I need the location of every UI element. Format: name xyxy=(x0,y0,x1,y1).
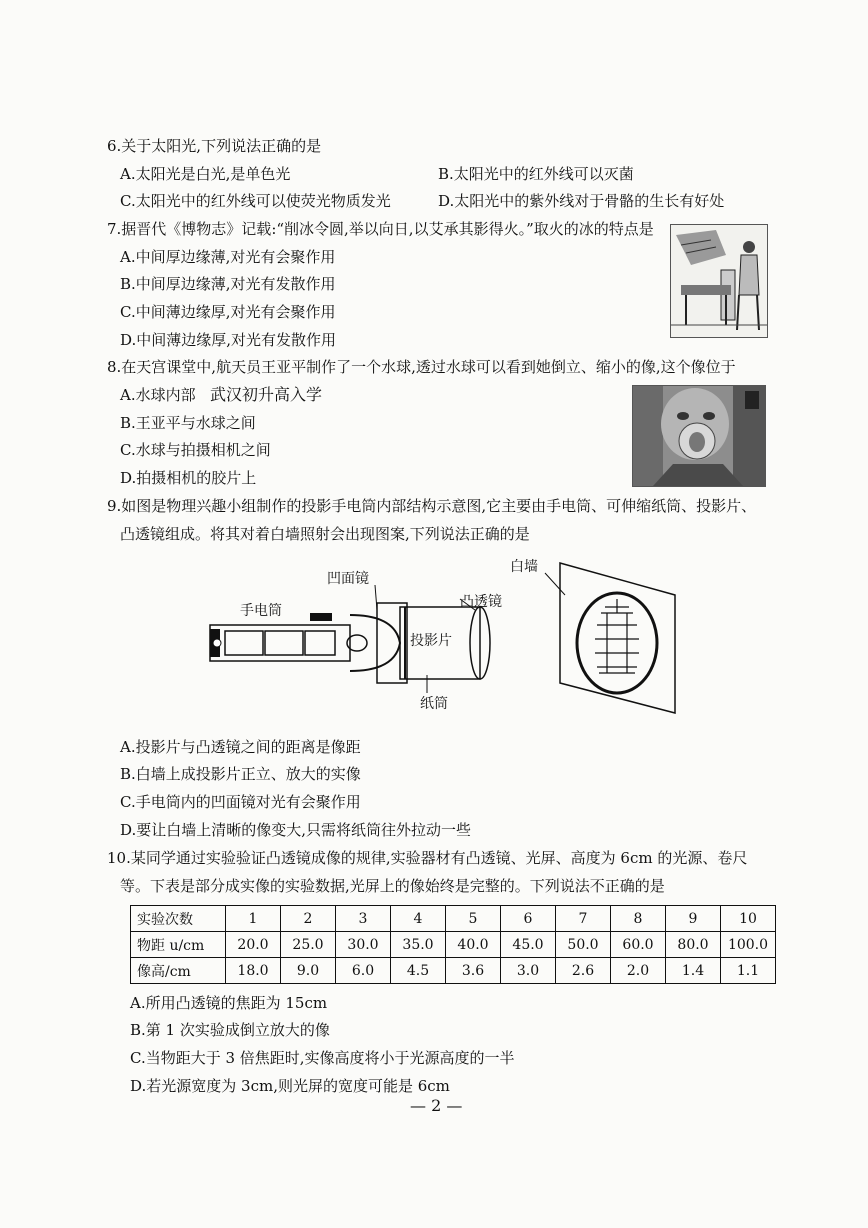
q8-option-d: D.拍摄相机的胶片上 xyxy=(120,469,257,487)
table-cell: 8 xyxy=(611,906,666,932)
q10-option-b: B.第 1 次实验成倒立放大的像 xyxy=(130,1021,330,1039)
q10-option-c: C.当物距大于 3 倍焦距时,实像高度将小于光源高度的一半 xyxy=(130,1049,515,1067)
table-cell: 3.6 xyxy=(446,958,501,984)
table-row xyxy=(131,958,776,984)
label-flashlight: 手电筒 xyxy=(240,603,282,619)
q10-stem-line2: 等。下表是部分成实像的实验数据,光屏上的像始终是完整的。下列说法不正确的是 xyxy=(120,877,665,895)
table-cell: 2 xyxy=(281,906,336,932)
table-cell: 35.0 xyxy=(391,932,446,958)
label-convex-lens: 凸透镜 xyxy=(460,594,502,610)
table-cell: 45.0 xyxy=(501,932,556,958)
table-cell: 25.0 xyxy=(281,932,336,958)
q8-option-a: A.水球内部 xyxy=(120,386,196,404)
q9-option-c: C.手电筒内的凹面镜对光有会聚作用 xyxy=(120,793,361,811)
table-cell: 30.0 xyxy=(336,932,391,958)
table-cell: 9.0 xyxy=(281,958,336,984)
table-cell: 50.0 xyxy=(556,932,611,958)
q9-option-a: A.投影片与凸透镜之间的距离是像距 xyxy=(120,738,361,756)
table-cell: 40.0 xyxy=(446,932,501,958)
table-cell: 像高/cm xyxy=(131,958,226,984)
q7-option-b: B.中间厚边缘薄,对光有发散作用 xyxy=(120,275,336,293)
q10-option-d: D.若光源宽度为 3cm,则光屏的宽度可能是 6cm xyxy=(130,1077,450,1095)
q8-option-c: C.水球与拍摄相机之间 xyxy=(120,441,271,459)
table-cell: 3 xyxy=(336,906,391,932)
q7-stem: 7.据晋代《博物志》记载:“削冰令圆,举以向日,以艾承其影得火。”取火的冰的特点是 xyxy=(107,220,654,238)
table-cell: 实验次数 xyxy=(131,906,226,932)
switch xyxy=(310,613,332,621)
label-paper-tube: 纸筒 xyxy=(420,696,448,712)
q6-option-a: A.太阳光是白光,是单色光 xyxy=(120,165,291,183)
q9-stem-line1: 9.如图是物理兴趣小组制作的投影手电筒内部结构示意图,它主要由手电筒、可伸缩纸筒、投影片、 xyxy=(107,497,757,515)
q6-option-c: C.太阳光中的红外线可以使荧光物质发光 xyxy=(120,192,391,210)
table-cell: 6.0 xyxy=(336,958,391,984)
label-slide: 投影片 xyxy=(410,633,452,649)
table-cell: 2.6 xyxy=(556,958,611,984)
q9-option-b: B.白墙上成投影片正立、放大的实像 xyxy=(120,765,361,783)
ancient-illustration-image xyxy=(670,224,768,338)
q6-stem: 6.关于太阳光,下列说法正确的是 xyxy=(107,137,322,155)
table-cell: 100.0 xyxy=(721,932,776,958)
table-cell: 60.0 xyxy=(611,932,666,958)
pagoda-icon xyxy=(595,599,639,673)
q6-option-d: D.太阳光中的紫外线对于骨骼的生长有好处 xyxy=(438,192,725,210)
q7-option-d: D.中间薄边缘厚,对光有发散作用 xyxy=(120,331,337,349)
label-white-wall: 白墙 xyxy=(510,559,538,575)
table-cell: 3.0 xyxy=(501,958,556,984)
table-cell: 4.5 xyxy=(391,958,446,984)
table-cell: 5 xyxy=(446,906,501,932)
table-cell: 80.0 xyxy=(666,932,721,958)
watermark-text: 武汉初升高入学 xyxy=(210,385,323,404)
q7-option-a: A.中间厚边缘薄,对光有会聚作用 xyxy=(120,248,336,266)
table-cell: 10 xyxy=(721,906,776,932)
experiment-data-table xyxy=(130,905,776,984)
table-cell: 物距 u/cm xyxy=(131,932,226,958)
water-ball-photo xyxy=(632,385,766,487)
page-number: — 2 — xyxy=(410,1096,463,1115)
table-cell: 2.0 xyxy=(611,958,666,984)
table-cell: 7 xyxy=(556,906,611,932)
table-cell: 1.4 xyxy=(666,958,721,984)
q8-stem: 8.在天宫课堂中,航天员王亚平制作了一个水球,透过水球可以看到她倒立、缩小的像,这个像位于 xyxy=(107,358,736,376)
q6-option-b: B.太阳光中的红外线可以灭菌 xyxy=(438,165,634,183)
q7-option-c: C.中间薄边缘厚,对光有会聚作用 xyxy=(120,303,336,321)
q9-option-d: D.要让白墙上清晰的像变大,只需将纸筒往外拉动一些 xyxy=(120,821,472,839)
table-cell: 20.0 xyxy=(226,932,281,958)
q9-stem-line2: 凸透镜组成。将其对着白墙照射会出现图案,下列说法正确的是 xyxy=(120,525,530,543)
table-row xyxy=(131,932,776,958)
table-header-row xyxy=(131,906,776,932)
table-cell: 9 xyxy=(666,906,721,932)
q10-stem-line1: 10.某同学通过实验验证凸透镜成像的规律,实验器材有凸透镜、光屏、高度为 6cm 的光源、卷尺 xyxy=(107,849,748,867)
q8-option-b: B.王亚平与水球之间 xyxy=(120,414,256,432)
table-cell: 4 xyxy=(391,906,446,932)
table-cell: 18.0 xyxy=(226,958,281,984)
table-cell: 1.1 xyxy=(721,958,776,984)
label-concave-mirror: 凹面镜 xyxy=(327,571,369,587)
table-cell: 6 xyxy=(501,906,556,932)
table-cell: 1 xyxy=(226,906,281,932)
concave-mirror xyxy=(350,615,400,671)
q10-option-a: A.所用凸透镜的焦距为 15cm xyxy=(130,994,328,1012)
